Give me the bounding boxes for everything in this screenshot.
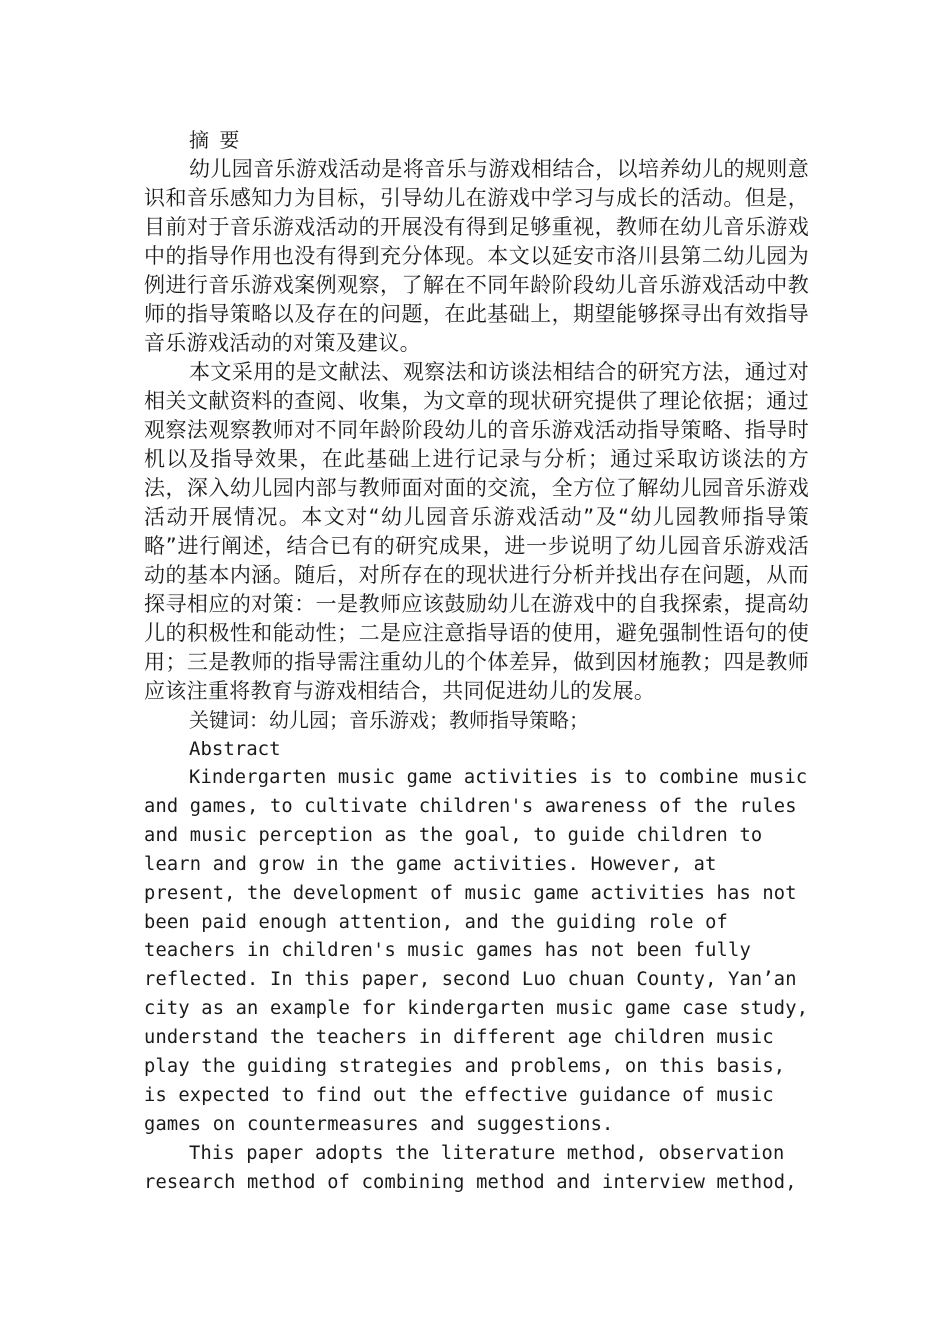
abstract-cn-paragraph: 幼儿园音乐游戏活动是将音乐与游戏相结合，以培养幼儿的规则意识和音乐感知力为目标，引导幼儿在游戏中学习与成长的活动。但是，目前对于音乐游戏活动的开展没有得到足够重视，教师在幼儿音乐游戏中的指导作用也没有得到充分体现。本文以延安市洛川县第二幼儿园为例进行音乐游戏案例观察，了解在不同年龄阶段幼儿音乐游戏活动中教师的指导策略以及存在的问题，在此基础上，期望能够探寻出有效指导音乐游戏活动的对策及建议。 [144, 157, 809, 355]
abstract-en-paragraph: This paper adopts the literature method, observation research method of combining method and interview method, [144, 1142, 797, 1193]
abstract-cn-paragraph: 本文采用的是文献法、观察法和访谈法相结合的研究方法，通过对相关文献资料的查阅、收集，为文章的现状研究提供了理论依据；通过观察法观察教师对不同年龄阶段幼儿的音乐游戏活动指导策略、指导时机以及指导效果，在此基础上进行记录与分析；通过采取访谈法的方法，深入幼儿园内部与教师面对面的交流，全方位了解幼儿园音乐游戏活动开展情况。本文对“幼儿园音乐游戏活动”及“幼儿园教师指导策略”进行阐述，结合已有的研究成果，进一步说明了幼儿园音乐游戏活动的基本内涵。随后，对所存在的现状进行分析并找出存在问题，从而探寻相应的对策：一是教师应该鼓励幼儿在游戏中的自我探索，提高幼儿的积极性和能动性；二是应注意指导语的使用，避免强制性语句的使用；三是教师的指导需注重幼儿的个体差异，做到因材施教；四是教师应该注重将教育与游戏相结合，共同促进幼儿的发展。 [144, 360, 809, 703]
abstract-en-paragraph: Kindergarten music game activities is to combine music and games, to cultivate children's awareness of the rules and music perception as the goal, to guide children to learn and grow in the game activities. However, at present, the development of music game activities has not been paid enough attention, and the guiding role of teachers in children's music games has not been fully reflected. In this paper, second Luo chuan County, Yan’an city as an example for kindergarten music game case study, understand the teachers in different age children music play the guiding strategies and problems, on this basis, is expected to find out the effective guidance of music games on countermeasures and suggestions. [144, 767, 809, 1135]
keywords-line: 关键词：幼儿园；音乐游戏；教师指导策略； [189, 708, 589, 732]
document-page [144, 126, 809, 1198]
abstract-cn-heading: 摘 要 [189, 128, 242, 152]
abstract-en-heading: Abstract [189, 738, 281, 760]
